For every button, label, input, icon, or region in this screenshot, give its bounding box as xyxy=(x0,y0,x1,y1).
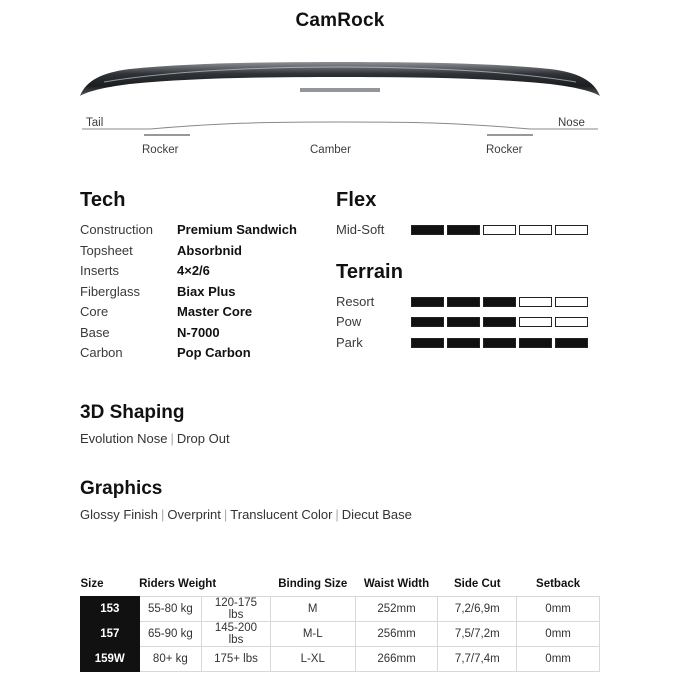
list-separator: | xyxy=(170,430,174,446)
cell-weight-kg: 65-90 kg xyxy=(139,622,202,647)
terrain-rating-row xyxy=(336,312,600,333)
cell-size: 157 xyxy=(81,622,140,647)
rating-bar xyxy=(447,297,480,307)
terrain-label: Resort xyxy=(336,293,375,309)
shaping-item: Evolution Nose xyxy=(80,430,168,446)
rating-bar xyxy=(519,317,552,327)
label-tail: Tail xyxy=(86,117,104,129)
cell-size: 159W xyxy=(81,647,140,672)
rating-bar xyxy=(411,317,444,327)
cell-binding: L-XL xyxy=(270,647,355,672)
rating-bar xyxy=(447,317,480,327)
tech-row xyxy=(80,220,336,241)
tech-value: N-7000 xyxy=(177,324,220,340)
cell-weight-kg: 55-80 kg xyxy=(139,597,202,622)
size-table xyxy=(80,578,600,672)
rating-bar xyxy=(483,317,516,327)
graphics-item: Diecut Base xyxy=(341,506,412,522)
rating-bar xyxy=(447,338,480,348)
page-title: CamRock xyxy=(295,10,385,31)
table-header-row xyxy=(81,578,600,597)
tech-value: Premium Sandwich xyxy=(177,222,297,237)
header-size: Size xyxy=(80,578,104,590)
rating-bar xyxy=(519,297,552,307)
graphics-list xyxy=(80,507,600,522)
board-logo-mark xyxy=(300,88,380,92)
table-row[interactable] xyxy=(81,622,600,647)
label-nose: Nose xyxy=(558,117,585,129)
flex-rating-bars xyxy=(411,225,588,235)
graphics-item: Translucent Color xyxy=(230,506,333,522)
flex-rating-row xyxy=(336,220,600,241)
tech-key: Inserts xyxy=(80,263,120,278)
terrain-rating-row xyxy=(336,292,600,313)
tech-column xyxy=(80,189,336,364)
table-row[interactable] xyxy=(81,647,600,672)
cell-sidecut: 7,5/7,2m xyxy=(438,622,517,647)
tech-value: 4×2/6 xyxy=(177,263,210,278)
terrain-rating-bars xyxy=(411,317,588,327)
camber-arc xyxy=(150,122,530,129)
flex-label: Mid-Soft xyxy=(336,222,385,237)
rating-bar xyxy=(519,225,552,235)
terrain-heading: Terrain xyxy=(336,260,404,283)
graphics-heading: Graphics xyxy=(80,477,163,499)
tech-value: Biax Plus xyxy=(177,283,236,299)
shaping-section xyxy=(0,402,680,446)
tech-key: Fiberglass xyxy=(80,283,140,299)
cell-weight-lbs: 120-175 lbs xyxy=(202,597,271,622)
graphics-item: Glossy Finish xyxy=(80,506,159,522)
rating-bar xyxy=(555,338,588,348)
header-setback: Setback xyxy=(536,578,581,590)
cell-size: 153 xyxy=(81,597,140,622)
list-separator: | xyxy=(223,506,228,522)
cell-binding: M-L xyxy=(270,622,355,647)
terrain-rating-row xyxy=(336,333,600,354)
tech-value: Master Core xyxy=(177,304,253,319)
cell-setback: 0mm xyxy=(517,647,600,672)
tech-row xyxy=(80,323,336,344)
header-binding-size: Binding Size xyxy=(278,578,348,590)
rating-bar xyxy=(411,338,444,348)
cell-setback: 0mm xyxy=(517,622,600,647)
cell-weight-kg: 80+ kg xyxy=(139,647,202,672)
cell-binding: M xyxy=(270,597,355,622)
cell-sidecut: 7,7/7,4m xyxy=(438,647,517,672)
rating-bar xyxy=(519,338,552,348)
terrain-label: Pow xyxy=(336,314,362,329)
terrain-rating-bars xyxy=(411,338,588,348)
tech-key: Core xyxy=(80,304,109,319)
cell-waist: 256mm xyxy=(355,622,438,647)
cell-weight-lbs: 175+ lbs xyxy=(202,647,271,672)
shaping-item: Drop Out xyxy=(176,430,230,446)
rating-bar xyxy=(411,225,444,235)
tech-row xyxy=(80,282,336,303)
rating-bar xyxy=(555,297,588,307)
header-waist-width: Waist Width xyxy=(363,578,430,590)
header-side-cut: Side Cut xyxy=(453,578,501,590)
graphics-item: Overprint xyxy=(167,506,221,522)
cell-sidecut: 7,2/6,9m xyxy=(438,597,517,622)
tech-key: Carbon xyxy=(80,345,123,360)
label-rocker-tail: Rocker xyxy=(142,144,179,156)
shaping-list xyxy=(80,431,600,446)
cell-setback: 0mm xyxy=(517,597,600,622)
tech-key: Topsheet xyxy=(80,242,133,258)
board-profile-diagram xyxy=(0,36,680,156)
cell-weight-lbs: 145-200 lbs xyxy=(202,622,271,647)
cell-waist: 252mm xyxy=(355,597,438,622)
rating-bar xyxy=(483,338,516,348)
label-camber: Camber xyxy=(310,144,351,156)
label-rocker-nose: Rocker xyxy=(486,144,523,156)
shaping-heading: 3D Shaping xyxy=(80,401,185,423)
terrain-label: Park xyxy=(336,334,363,350)
tech-row xyxy=(80,343,336,364)
graphics-section xyxy=(0,478,680,522)
rating-bar xyxy=(555,317,588,327)
cell-waist: 266mm xyxy=(355,647,438,672)
board-profile-graphic xyxy=(0,36,680,141)
rating-bar xyxy=(411,297,444,307)
list-separator: | xyxy=(335,506,339,522)
tech-value: Pop Carbon xyxy=(177,345,251,360)
list-separator: | xyxy=(161,506,165,522)
size-table-wrap xyxy=(80,578,600,672)
tech-key: Construction xyxy=(80,222,153,237)
tech-key: Base xyxy=(80,324,110,340)
tech-row xyxy=(80,241,336,262)
rating-bar xyxy=(447,225,480,235)
rating-bar xyxy=(555,225,588,235)
rating-bar xyxy=(483,225,516,235)
tech-heading: Tech xyxy=(80,189,126,211)
specs-section xyxy=(0,189,680,364)
flex-heading: Flex xyxy=(336,189,377,211)
table-row[interactable] xyxy=(81,597,600,622)
flex-terrain-column xyxy=(336,189,600,364)
header-riders-weight: Riders Weight xyxy=(139,578,217,590)
rating-bar xyxy=(483,297,516,307)
tech-row xyxy=(80,261,336,282)
terrain-rating-bars xyxy=(411,297,588,307)
tech-value: Absorbnid xyxy=(177,242,242,258)
tech-row xyxy=(80,302,336,323)
